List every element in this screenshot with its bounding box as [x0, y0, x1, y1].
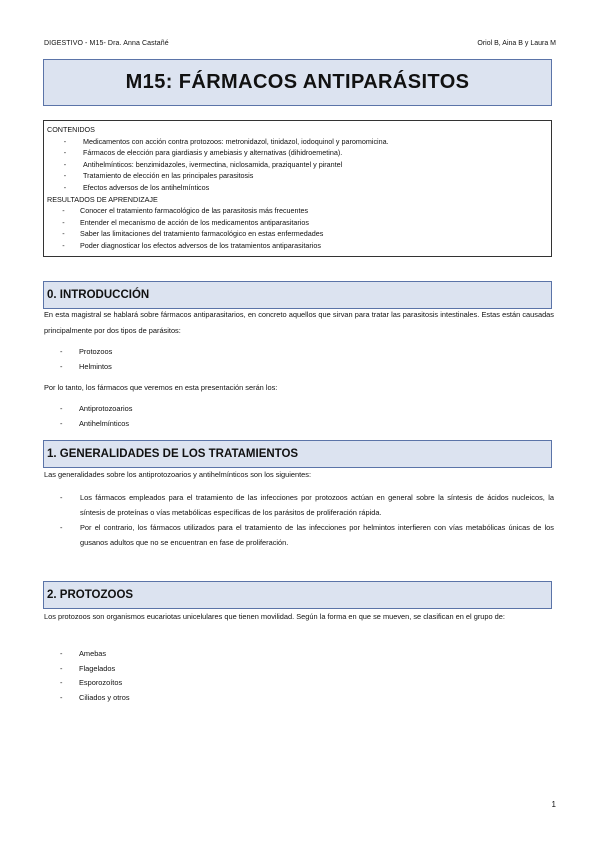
- bullet-list: [44, 490, 554, 550]
- list-item: - Conocer el tratamiento farmacológico de las parasitosis más frecuentes: [62, 206, 309, 216]
- section-heading-box: [43, 440, 552, 468]
- section-heading: 0. INTRODUCCIÓN: [47, 289, 150, 301]
- list-item: - Antiprotozoarios: [60, 404, 133, 413]
- page-title: M15: FÁRMACOS ANTIPARÁSITOS: [125, 71, 470, 93]
- contenidos-label: CONTENIDOS: [47, 125, 95, 134]
- section-heading: 2. PROTOZOOS: [47, 589, 134, 601]
- paragraph: Las generalidades sobre los antiprotozoarios y antihelmínticos son los siguientes:: [44, 470, 312, 479]
- list-item: - Por el contrario, los fármacos utilizados para el tratamiento de las infecciones por helmintos interfieren con vías metabólicas únicas de los gusanos adultos que no se encuentran en fase de proliferación.: [60, 523, 554, 547]
- title-box: [43, 59, 552, 106]
- list-item: - Flagelados: [60, 663, 116, 673]
- contents-box: [43, 120, 552, 257]
- paragraph: Los protozoos son organismos eucariotas unicelulares que tienen movilidad. Según la forma en que se mueven, se clasifican en el grupo de:: [44, 612, 505, 621]
- header-right: Oriol B, Aina B y Laura M: [477, 40, 556, 47]
- list-item: - Protozoos: [60, 347, 113, 356]
- list-item: - Esporozoítos: [60, 678, 123, 687]
- list-item: - Medicamentos con acción contra protozoos: metronidazol, tinidazol, iodoquinol y paromomicina.: [63, 136, 389, 146]
- section-heading-box: [43, 581, 552, 609]
- list-item: - Efectos adversos de los antihelmínticos: [63, 182, 210, 192]
- bullet-list: [44, 647, 130, 705]
- list-item: - Los fármacos empleados para el tratamiento de las infecciones por protozoos actúan en general sobre la síntesis de ácidos nucleicos, la síntesis de proteínas o vías metabólicas específicas de los parásitos de proliferación rápida.: [60, 493, 554, 517]
- resultados-label: RESULTADOS DE APRENDIZAJE: [47, 194, 158, 204]
- list-item: - Fármacos de elección para giardiasis y amebiasis y alternativas (dihidroemetina).: [63, 148, 343, 158]
- list-item: - Saber las limitaciones del tratamiento farmacológico en estas enfermedades: [62, 229, 324, 239]
- list-item: - Amebas: [60, 649, 107, 658]
- list-item: - Tratamiento de elección en las principales parasitosis: [63, 171, 254, 181]
- list-item: - Antihelmínticos: [60, 418, 130, 428]
- bullet-list: [44, 402, 132, 431]
- bullet-list: [44, 345, 112, 374]
- list-item: - Antihelmínticos: benzimidazoles, ivermectina, niclosamida, praziquantel y pirantel: [63, 159, 343, 169]
- list-item: - Helmintos: [60, 361, 112, 371]
- paragraph: Por lo tanto, los fármacos que veremos en esta presentación serán los:: [44, 383, 278, 392]
- list-item: - Poder diagnosticar los efectos adversos de los tratamientos antiparasitarios: [62, 240, 321, 250]
- list-item: - Entender el mecanismo de acción de los medicamentos antiparasitarios: [62, 217, 309, 227]
- page-number: 1: [551, 800, 556, 809]
- section-heading: 1. GENERALIDADES DE LOS TRATAMIENTOS: [47, 448, 299, 460]
- header-left: DIGESTIVO - M15- Dra. Anna Castañé: [44, 40, 169, 47]
- section-heading-box: [43, 281, 552, 309]
- paragraph: En esta magistral se hablará sobre fármacos antiparasitarios, en concreto aquellos que sirvan para tratar las parasitosis intestinales. Estas están causadas principalmente por dos tipos de parásitos:: [44, 310, 554, 335]
- list-item: - Ciliados y otros: [60, 692, 130, 702]
